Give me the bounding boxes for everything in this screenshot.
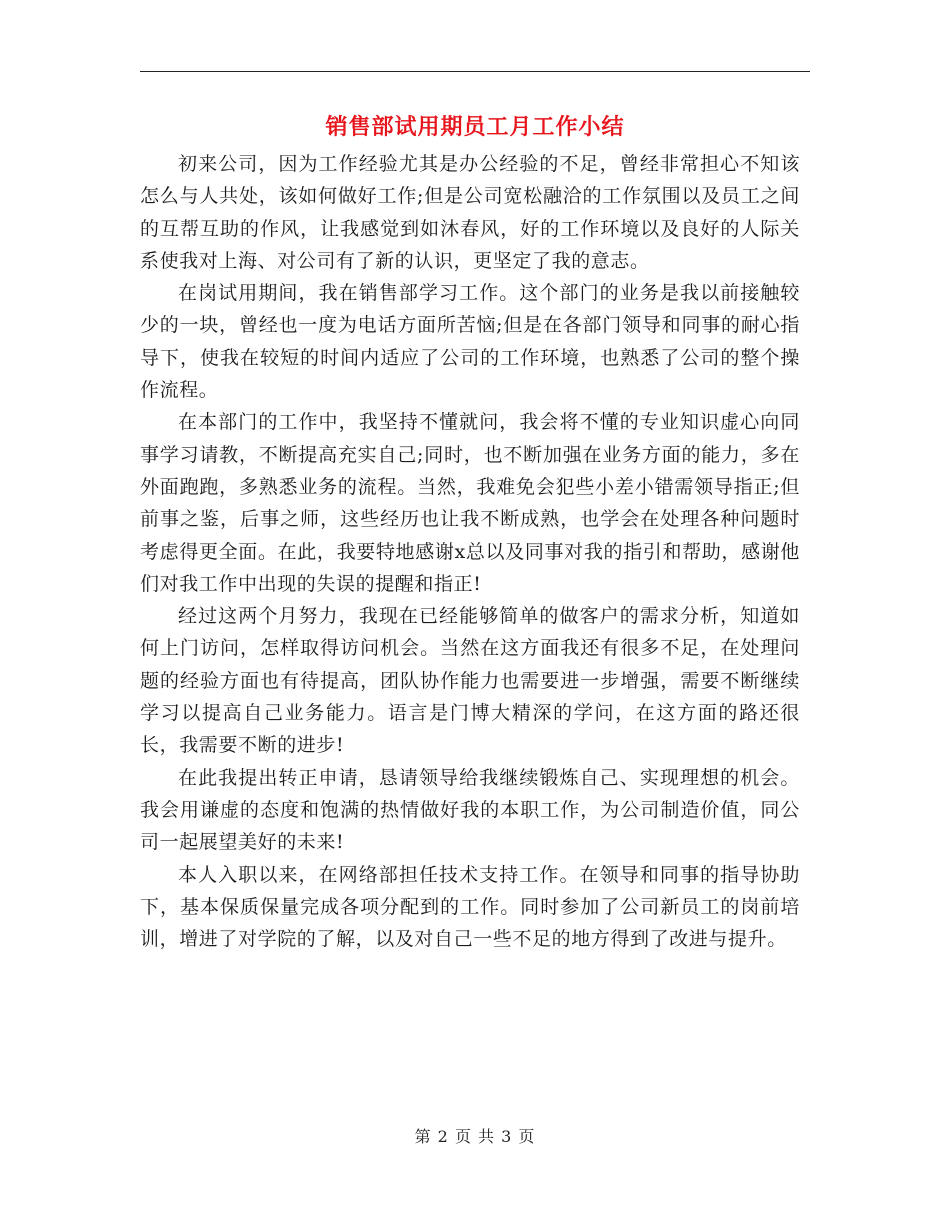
paragraph: 本人入职以来，在网络部担任技术支持工作。在领导和同事的指导协助下，基本保质保量完成各项分配到的工作。同时参加了公司新员工的岗前培训，增进了对学院的了解，以及对自己一些不足的地方得到了改进与提升。 — [140, 863, 800, 951]
page-number: 第 2 页 共 3 页 — [414, 1127, 536, 1146]
paragraph: 在此我提出转正申请，恳请领导给我继续锻炼自己、实现理想的机会。我会用谦虚的态度和饱满的热情做好我的本职工作，为公司制造价值，同公司一起展望美好的未来! — [140, 766, 800, 854]
document-title: 销售部试用期员工月工作小结 — [325, 114, 625, 140]
paragraph: 在本部门的工作中，我坚持不懂就问，我会将不懂的专业知识虚心向同事学习请教，不断提高充实自己;同时，也不断加强在业务方面的能力，多在外面跑跑，多熟悉业务的流程。当然，我难免会犯些小差小错需领导指正;但前事之鉴，后事之师，这些经历也让我不断成熟，也学会在处理各种问题时考虑得更全面。在此，我要特地感谢x总以及同事对我的指引和帮助，感谢他们对我工作中出现的失误的提醒和指正! — [140, 411, 800, 595]
paragraph: 在岗试用期间，我在销售部学习工作。这个部门的业务是我以前接触较少的一块，曾经也一度为电话方面所苦恼;但是在各部门领导和同事的耐心指导下，使我在较短的时间内适应了公司的工作环境，也熟悉了公司的整个操作流程。 — [140, 282, 800, 402]
document-body — [140, 148, 800, 955]
header-rule — [140, 71, 810, 72]
paragraph: 初来公司，因为工作经验尤其是办公经验的不足，曾经非常担心不知该怎么与人共处，该如何做好工作;但是公司宽松融洽的工作氛围以及员工之间的互帮互助的作风，让我感觉到如沐春风，好的工作环境以及良好的人际关系使我对上海、对公司有了新的认识，更坚定了我的意志。 — [140, 153, 800, 272]
paragraph: 经过这两个月努力，我现在已经能够简单的做客户的需求分析，知道如何上门访问，怎样取得访问机会。当然在这方面我还有很多不足，在处理问题的经验方面也有待提高，团队协作能力也需要进一步增强，需要不断继续学习以提高自己业务能力。语言是门博大精深的学问，在这方面的路还很长，我需要不断的进步! — [140, 605, 800, 757]
